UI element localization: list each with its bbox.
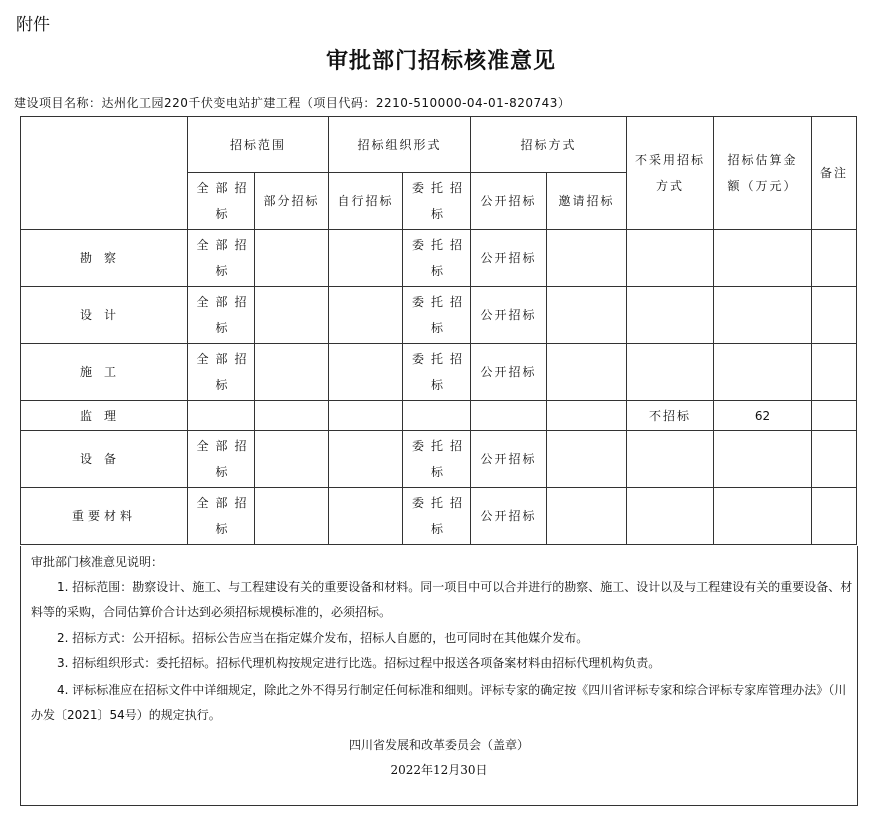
cell-partial <box>255 401 329 431</box>
cell-entrust: 委托招标 <box>403 287 471 344</box>
cell-full: 全部招标 <box>188 287 255 344</box>
row-name: 监理 <box>21 401 188 431</box>
cell-remarks <box>812 230 857 287</box>
cell-entrust: 委托招标 <box>403 230 471 287</box>
cell-no-bid <box>627 287 714 344</box>
table-row <box>21 401 857 431</box>
cell-full: 全部招标 <box>188 230 255 287</box>
note-item-scope: 1. 招标范围：勘察设计、施工、与工程建设有关的重要设备和材料。同一项目中可以合并进行的勘察、施工、设计以及与工程建设有关的重要设备、材料等的采购，合同估算价合计达到必须招标规模标准的，必须招标。 <box>31 580 853 619</box>
cell-full: 全部招标 <box>188 431 255 488</box>
cell-remarks <box>812 488 857 545</box>
cell-self <box>329 431 403 488</box>
header-full: 全部招标 <box>188 173 255 230</box>
project-name-line: 建设项目名称：达州化工园220千伏变电站扩建工程（项目代码：2210-510000-04-01-820743） <box>14 96 571 110</box>
cell-no-bid <box>627 344 714 401</box>
cell-open: 公开招标 <box>471 431 547 488</box>
cell-self <box>329 344 403 401</box>
document-title: 审批部门招标核准意见 <box>325 48 556 74</box>
cell-self <box>329 488 403 545</box>
cell-self <box>329 230 403 287</box>
header-scope: 招标范围 <box>188 117 329 173</box>
header-org-form: 招标组织形式 <box>329 117 471 173</box>
row-name: 勘察 <box>21 230 188 287</box>
header-corner <box>21 117 188 230</box>
header-row-1 <box>21 117 857 173</box>
notes-heading: 审批部门核准意见说明： <box>31 555 164 569</box>
cell-invite <box>547 287 627 344</box>
table-row <box>21 488 857 545</box>
cell-invite <box>547 488 627 545</box>
cell-remarks <box>812 401 857 431</box>
cell-invite <box>547 401 627 431</box>
cell-partial <box>255 488 329 545</box>
cell-estimate <box>714 230 812 287</box>
cell-estimate: 62 <box>714 401 812 431</box>
issuer-signature: 四川省发展和改革委员会（盖章） <box>348 738 529 752</box>
cell-entrust: 委托招标 <box>403 488 471 545</box>
cell-partial <box>255 230 329 287</box>
note-item-criteria: 4. 评标标准应在招标文件中详细规定，除此之外不得另行制定任何标准和细则。评标专家的确定按《四川省评标专家和综合评标专家库管理办法》（川办发〔2021〕54号）的规定执行。 <box>31 683 847 722</box>
table-row <box>21 287 857 344</box>
cell-no-bid <box>627 230 714 287</box>
cell-full: 全部招标 <box>188 488 255 545</box>
cell-no-bid: 不招标 <box>627 401 714 431</box>
cell-open: 公开招标 <box>471 488 547 545</box>
header-no-bid: 不采用招标方式 <box>627 117 714 230</box>
cell-self <box>329 287 403 344</box>
table-row <box>21 344 857 401</box>
cell-invite <box>547 431 627 488</box>
table-row <box>21 230 857 287</box>
note-item-org-form: 3. 招标组织形式：委托招标。招标代理机构按规定进行比选。招标过程中报送各项备案材料由招标代理机构负责。 <box>57 656 661 670</box>
cell-estimate <box>714 488 812 545</box>
cell-remarks <box>812 344 857 401</box>
cell-estimate <box>714 431 812 488</box>
cell-invite <box>547 344 627 401</box>
header-method: 招标方式 <box>471 117 627 173</box>
header-estimate: 招标估算金额（万元） <box>714 117 812 230</box>
cell-entrust: 委托招标 <box>403 431 471 488</box>
header-invite: 邀请招标 <box>547 173 627 230</box>
cell-open: 公开招标 <box>471 287 547 344</box>
approval-notes <box>20 546 858 806</box>
header-self: 自行招标 <box>329 173 403 230</box>
header-partial: 部分招标 <box>255 173 329 230</box>
row-name: 重要材料 <box>21 488 188 545</box>
header-remarks: 备注 <box>812 117 857 230</box>
row-name: 设计 <box>21 287 188 344</box>
attachment-label: 附件 <box>16 15 50 35</box>
header-open: 公开招标 <box>471 173 547 230</box>
cell-remarks <box>812 431 857 488</box>
table-row <box>21 431 857 488</box>
row-name: 设备 <box>21 431 188 488</box>
cell-open: 公开招标 <box>471 230 547 287</box>
cell-entrust <box>403 401 471 431</box>
cell-estimate <box>714 344 812 401</box>
row-name: 施工 <box>21 344 188 401</box>
approval-table <box>20 116 857 545</box>
cell-full: 全部招标 <box>188 344 255 401</box>
cell-partial <box>255 287 329 344</box>
cell-open: 公开招标 <box>471 344 547 401</box>
header-entrust: 委托招标 <box>403 173 471 230</box>
cell-no-bid <box>627 488 714 545</box>
cell-invite <box>547 230 627 287</box>
cell-open <box>471 401 547 431</box>
cell-full <box>188 401 255 431</box>
cell-estimate <box>714 287 812 344</box>
note-item-method: 2. 招标方式：公开招标。招标公告应当在指定媒介发布，招标人自愿的，也可同时在其他媒介发布。 <box>57 631 589 645</box>
issue-date: 2022年12月30日 <box>390 763 488 777</box>
cell-self <box>329 401 403 431</box>
cell-partial <box>255 431 329 488</box>
cell-partial <box>255 344 329 401</box>
cell-remarks <box>812 287 857 344</box>
cell-entrust: 委托招标 <box>403 344 471 401</box>
cell-no-bid <box>627 431 714 488</box>
